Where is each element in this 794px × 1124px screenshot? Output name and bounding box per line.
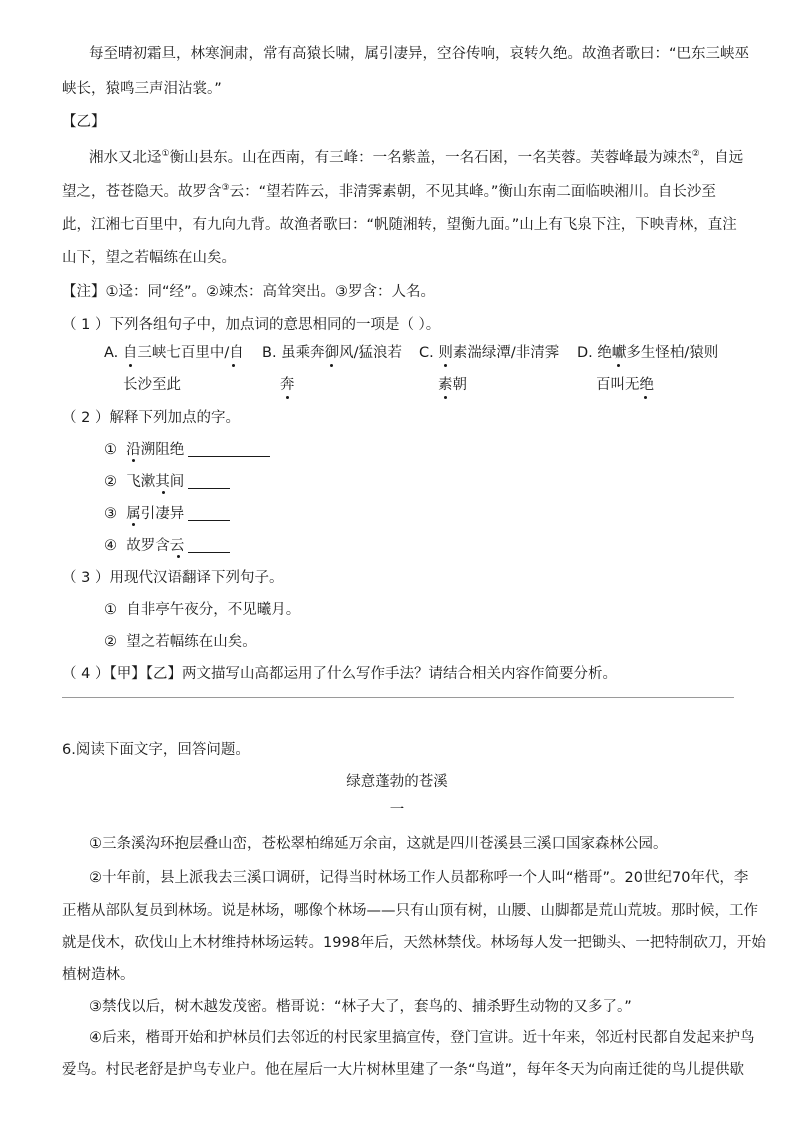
q1-option-d-line-1: D. 绝巘多生怪柏/猿则 [577,345,719,361]
q1-option-d-line-2: 百叫无绝 [596,377,654,393]
article-paragraph-2-line-4: 植树造林。 [62,967,135,983]
footnote-marker-1: ① [161,149,170,160]
passage-jia-line-2: 峡长，猿鸣三声泪沾裳。” [62,81,222,97]
article-paragraph-4-line-2: 爱鸟。村民老舒是护鸟专业户。他在屋后一大片树林里建了一条“鸟道”，每年冬天为向南迁徙的鸟儿提供歇 [62,1062,745,1078]
passage-yi-line-2: 望之，苍苍隐天。故罗含③云：“望若阵云，非清霁素朝，不见其峰。”衡山东南二面临映湘川。自长沙至 [62,183,716,200]
q1-option-c-line-2: 素朝 [438,377,467,393]
article-title: 绿意蓬勃的苍溪 [346,774,448,790]
emphasis-dot [132,459,135,462]
question-6-intro: 6.阅读下面文字，回答问题。 [62,742,250,758]
emphasis-dot [444,364,447,367]
emphasis-dot [286,396,289,399]
article-paragraph-3: ③禁伐以后，树木越发茂密。楷哥说：“林子大了，套鸟的、捕杀野生动物的又多了。” [89,999,632,1015]
q1-option-a-line-2: 长沙至此 [123,377,181,393]
article-paragraph-2-line-3: 就是伐木，砍伐山上木材维持林场运转。1998年后，天然林禁伐。林场每人发一把锄头、一把特制砍刀，开始 [62,935,766,951]
footnote-marker-3: ③ [221,183,230,194]
article-section-number: 一 [389,802,405,818]
emphasis-dot [162,491,165,494]
q1-option-b-line-1: B. 虽乘奔御风/猛浪若 [262,345,403,361]
q2-item-4: ④ 故罗含云 [104,536,230,556]
emphasis-dot [132,523,135,526]
emphasis-dot [444,396,447,399]
answer-blank[interactable] [188,442,270,457]
q2-item-2: ② 飞漱其间 [104,472,230,492]
passage-yi-line-1: 湘水又北迳①衡山县东。山在西南，有三峰：一名紫盖，一名石囷，一名芙蓉。芙蓉峰最为竦杰②，自远 [89,149,744,166]
answer-blank[interactable] [188,474,230,489]
passage-yi-line-4: 山下，望之若幅练在山矣。 [62,250,236,266]
answer-blank[interactable] [188,506,230,521]
emphasis-dot [617,364,620,367]
passage-jia-line-1: 每至晴初霜旦，林寒涧肃，常有高猿长啸，属引凄异，空谷传响，哀转久绝。故渔者歌曰：“巴东三峡巫 [89,46,750,62]
question-4-stem: （ 4 ）【甲】【乙】两文描写山高都运用了什么写作手法？请结合相关内容作简要分析。 [62,666,617,682]
q1-option-a-line-1: A. 自三峡七百里中/自 [104,345,244,361]
emphasis-dot [644,396,647,399]
footnote-marker-2: ② [691,149,700,160]
question-2-stem: （ 2 ）解释下列加点的字。 [62,410,240,426]
question-1-stem: （ 1 ）下列各组句子中，加点词的意思相同的一项是（ ）。 [62,317,441,333]
question-3-stem: （ 3 ）用现代汉语翻译下列句子。 [62,570,284,586]
emphasis-dot [177,555,180,558]
emphasis-dot [232,364,235,367]
q2-item-3: ③ 属引凄异 [104,504,230,524]
q3-item-2: ② 望之若幅练在山矣。 [104,634,257,650]
q3-item-1: ① 自非亭午夜分，不见曦月。 [104,602,301,618]
section-divider [62,697,734,698]
article-paragraph-4-line-1: ④后来，楷哥开始和护林员们去邻近的村民家里搞宣传，登门宣讲。近十年来，邻近村民都自发起来护鸟 [89,1030,755,1046]
article-paragraph-2-line-1: ②十年前，县上派我去三溪口调研，记得当时林场工作人员都称呼一个人叫“楷哥”。20世纪70年代，李 [89,870,749,886]
passage-yi-label: 【乙】 [62,114,106,130]
passage-yi-line-3: 此，江湘七百里中，有九向九背。故渔者歌曰：“帆随湘转，望衡九面。”山上有飞泉下注，下映青林，直注 [62,217,737,233]
q1-option-c-line-1: C. 则素湍绿潭/非清霁 [419,345,560,361]
annotation-note: 【注】①迳：同“经”。②竦杰：高耸突出。③罗含：人名。 [62,284,436,300]
article-paragraph-1: ①三条溪沟环抱层叠山峦，苍松翠柏绵延万余亩，这就是四川苍溪县三溪口国家森林公园。 [89,836,668,852]
article-paragraph-2-line-2: 正楷从部队复员到林场。说是林场，哪像个林场——只有山顶有树，山腰、山脚都是荒山荒坡。那时候，工作 [62,903,758,919]
emphasis-dot [330,364,333,367]
q2-item-1: ① 沿溯阻绝 [104,440,270,460]
emphasis-dot [129,364,132,367]
q1-option-b-line-2: 奔 [280,377,295,393]
answer-blank[interactable] [188,538,230,553]
